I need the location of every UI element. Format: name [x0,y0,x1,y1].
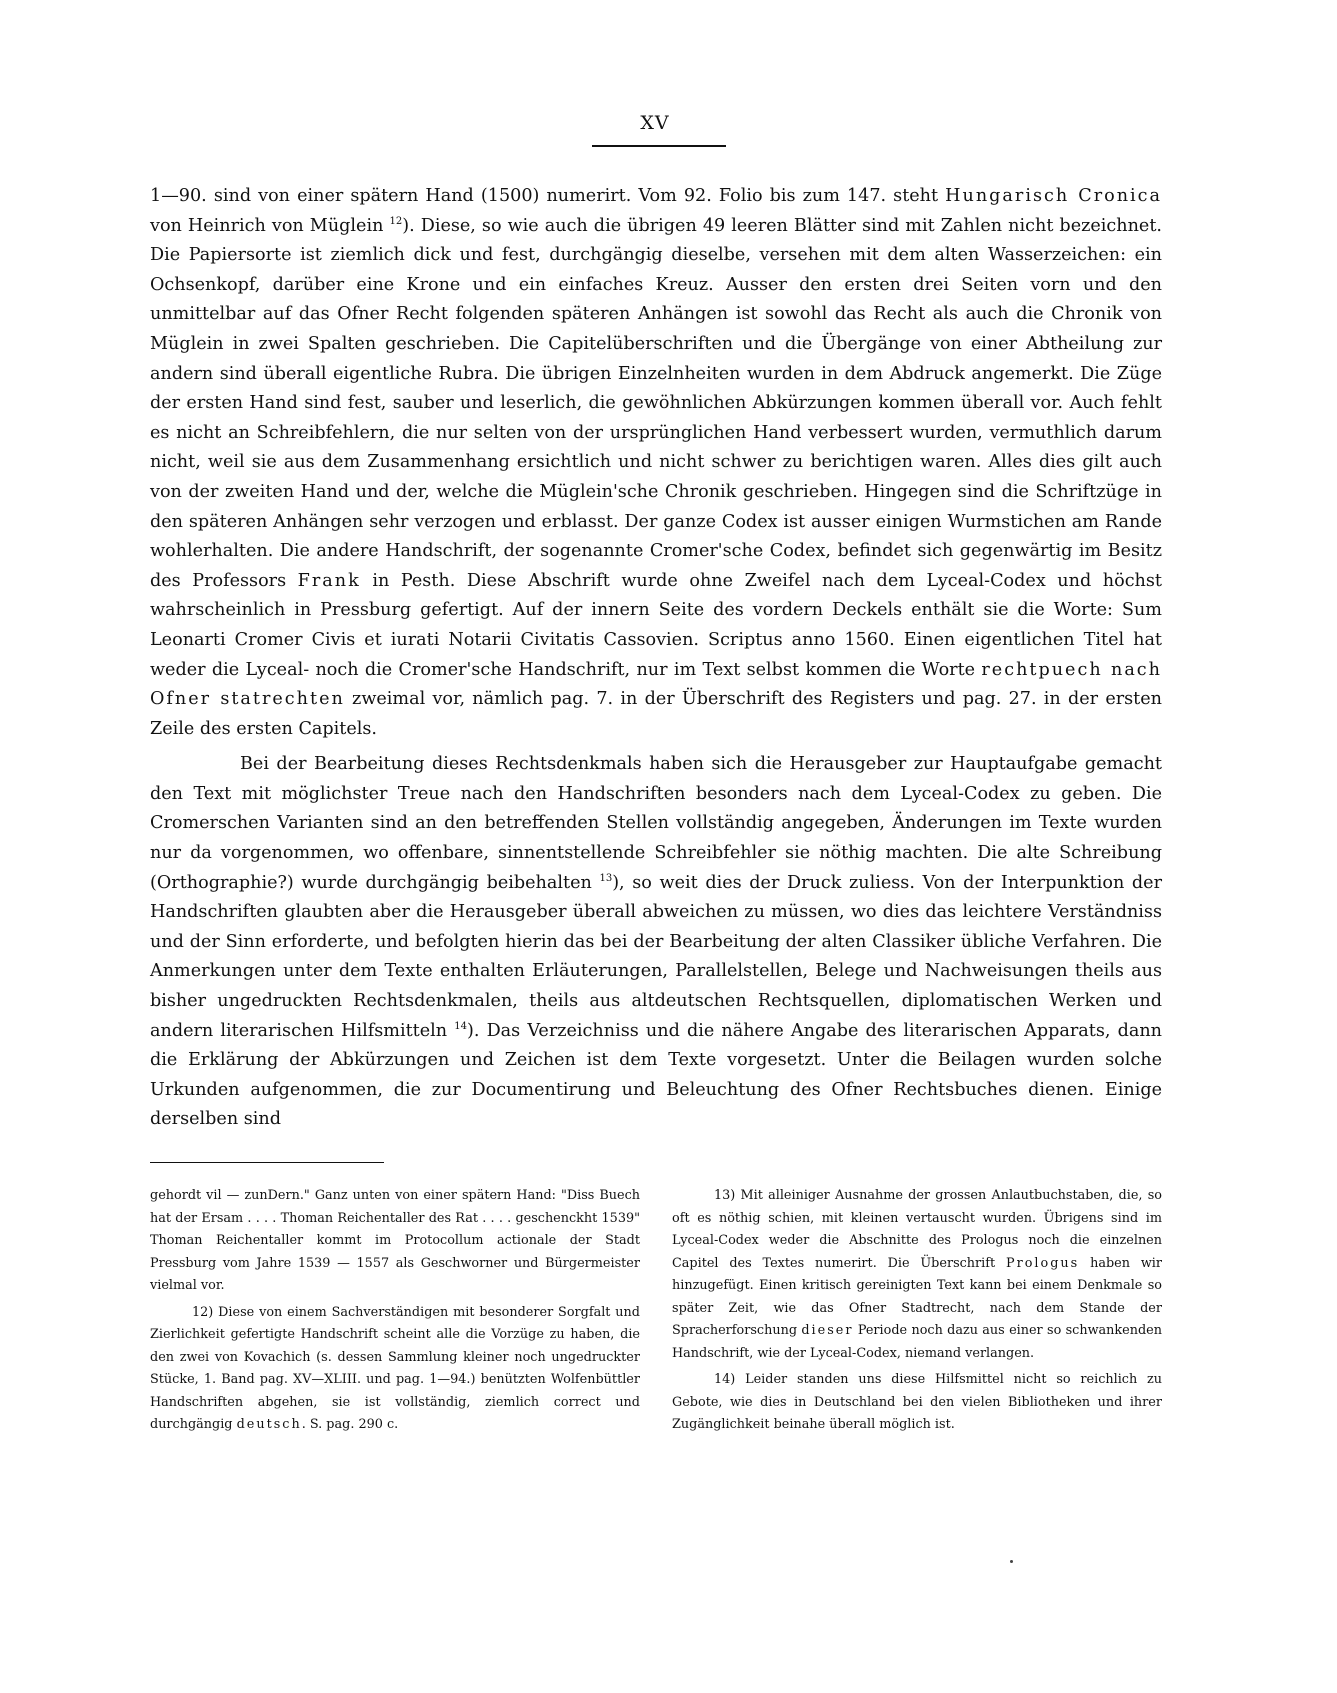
paragraph-1 [150,182,1162,744]
footnote-ref-14: 14 [454,1020,467,1032]
text-run: 1—90. sind von einer spätern Hand (1500) numerirt. Vom 92. Folio bis zum 147. steht [150,186,946,206]
footnote-ref-12: 12 [389,215,403,227]
header-rule [592,145,726,147]
text-run: haben wir hinzugefügt. Einen kritisch gereinigten Text kann bei einem Denkmale so später Zeit, wie das Ofner Stadtrecht, nach dem Stande der Spracherforschung [672,1255,1162,1338]
text-run: zweimal vor, nämlich pag. 7. in der Überschrift des Registers und pag. 27. in der ersten Zeile des ersten Capitels. [150,689,1162,739]
text-run: ). Diese, so wie auch die übrigen 49 leeren Blätter sind mit Zahlen nicht bezeichnet. Die Papiersorte ist ziemlich dick und fest, durchgängig dieselbe, versehen mit dem alten Wasserzeichen: ein Ochsenkopf, darüber eine Krone und ein einfaches Kreuz. Ausser den ersten drei Seiten vorn und den unmittelbar auf das Ofner Recht folgenden späteren Anhängen ist sowohl das Recht als auch die Chronik von Müglein in zwei Spalten geschrieben. Die Capitelüberschriften und die Übergänge von einer Abtheilung zur andern sind überall eigentliche Rubra. Die übrigen Einzelnheiten wurden in dem Abdruck angemerkt. Die Züge der ersten Hand sind fest, sauber und leserlich, die gewöhnlichen Abkürzungen kommen überall vor. Auch fehlt es nicht an Schreibfehlern, die nur selten von der ursprünglichen Hand verbessert wurden, vermuthlich darum nicht, weil sie aus dem Zusammenhang ersichtlich und nicht schwer zu berichtigen waren. Alles dies gilt auch von der zweiten Hand und der, welche die Müglein'sche Chronik geschrieben. Hingegen sind die Schriftzüge in den späteren Anhängen sehr verzogen und erblasst. Der ganze Codex ist ausser einigen Wurmstichen am Rande wohlerhalten. Die andere Handschrift, der sogenannte Cromer'sche Codex, befindet sich gegenwärtig im Besitz des Professors [150,215,1163,591]
text-run: Bei der Bearbeitung dieses Rechtsdenkmals haben sich die Herausgeber zur Hauptaufgabe gemacht den Text mit möglichster Treue nach den Handschriften besonders nach dem Lyceal-Codex zu geben. Die Cromerschen Varianten sind an den betreffenden Stellen vollständig angegeben, Änderungen im Texte wurden nur da vorgenommen, wo offenbare, sinnentstellende Schreibfehler sie nöthig machten. Die alte Schreibung (Orthographie?) wurde durchgängig beibehalten [150,754,1162,893]
page-number: XV [640,112,670,134]
spaced-word: deutsch [236,1417,302,1432]
text-run: 12) Diese von einem Sachverständigen mit besonderer Sorgfalt und Zierlichkeit gefertigte Handschrift scheint alle die Vorzüge zu haben, die den zwei von Kovachich (s. dessen Sammlung kleiner noch ungedruckter Stücke, 1. Band pag. XV—XLIII. und pag. 1—94.) benützten Wolfenbüttler Handschriften abgehen, sie ist vollständig, ziemlich correct und durchgängig [150,1304,640,1432]
footnote-rule [150,1162,384,1163]
footnote-13 [672,1185,1162,1365]
spaced-word: Prologus [1006,1255,1080,1271]
footnote-continuation: gehordt vil — zunDern." Ganz unten von einer spätern Hand: "Diss Buech hat der Ersam . . . . Thoman Reichentaller des Rat . . . . geschenckht 1539" Thoman Reichentaller kommt im Protocollum actionale der Stadt Pressburg vom Jahre 1539 — 1557 als Geschworner und Bürgermeister vielmal vor. [150,1188,640,1293]
spaced-word: dieser [801,1323,854,1338]
footnotes-right-column [672,1185,1162,1437]
text-run: . S. pag. 290 c. [301,1417,399,1432]
spaced-phrase: rechtpuech nach Ofner statrechten [150,659,1162,710]
footnote-ref-13: 13 [599,872,613,884]
ink-speck [1010,1560,1013,1563]
footnotes [150,1185,1162,1437]
spaced-name: Frank [297,570,361,591]
text-run: 13) Mit alleiniger Ausnahme der grossen Anlautbuchstaben, die, so oft es nöthig schien, mit kleinen vertauscht wurden. Übrigens sind im Lyceal-Codex weder die Abschnitte des Prologus noch die einzelnen Capitel des Textes numerirt. Die Überschrift [672,1188,1162,1271]
footnotes-left-column [150,1185,640,1437]
text-run: ), so weit dies der Druck zuliess. Von der Interpunktion der Handschriften glaubten aber die Herausgeber überall abweichen zu müssen, wo dies das leichtere Verständniss und der Sinn erforderte, und befolgten hierin das bei der Bearbeitung der alten Classiker übliche Verfahren. Die Anmerkungen unter dem Texte enthalten Erläuterungen, Parallelstellen, Belege und Nachweisungen theils aus bisher ungedruckten Rechtsdenkmalen, theils aus altdeutschen Rechtsquellen, diplomatischen Werken und andern literarischen Hilfsmitteln [150,872,1162,1041]
text-run: Periode noch dazu aus einer so schwankenden Handschrift, wie der Lyceal-Codex, niemand verlangen. [672,1323,1162,1361]
footnote-12 [150,1302,640,1437]
footnote-14: 14) Leider standen uns diese Hilfsmittel nicht so reichlich zu Gebote, wie dies in Deutschland bei den vielen Bibliotheken und ihrer Zugänglichkeit beinahe überall möglich ist. [672,1372,1162,1432]
paragraph-2 [150,750,1162,1135]
spaced-title: Hungarisch Cronica [945,186,1162,206]
text-run: in Pesth. Diese Abschrift wurde ohne Zweifel nach dem Lyceal-Codex und höchst wahrscheinlich in Pressburg gefertigt. Auf der innern Seite des vordern Deckels enthält sie die Worte: Sum Leonarti Cromer Civis et iurati Notarii Civitatis Cassovien. Scriptus anno 1560. Einen eigentlichen Titel hat weder die Lyceal- noch die Cromer'sche Handschrift, nur im Text selbst kommen die Worte [150,570,1162,680]
text-run: von Heinrich von Müglein [150,215,390,236]
main-text [150,182,1162,1135]
text-run: ). Das Verzeichniss und die nähere Angabe des literarischen Apparats, dann die Erklärung der Abkürzungen und Zeichen ist dem Texte vorgesetzt. Unter die Beilagen wurden solche Urkunden aufgenommen, die zur Documentirung und Beleuchtung des Ofner Rechtsbuches dienen. Einige derselben sind [150,1020,1162,1130]
